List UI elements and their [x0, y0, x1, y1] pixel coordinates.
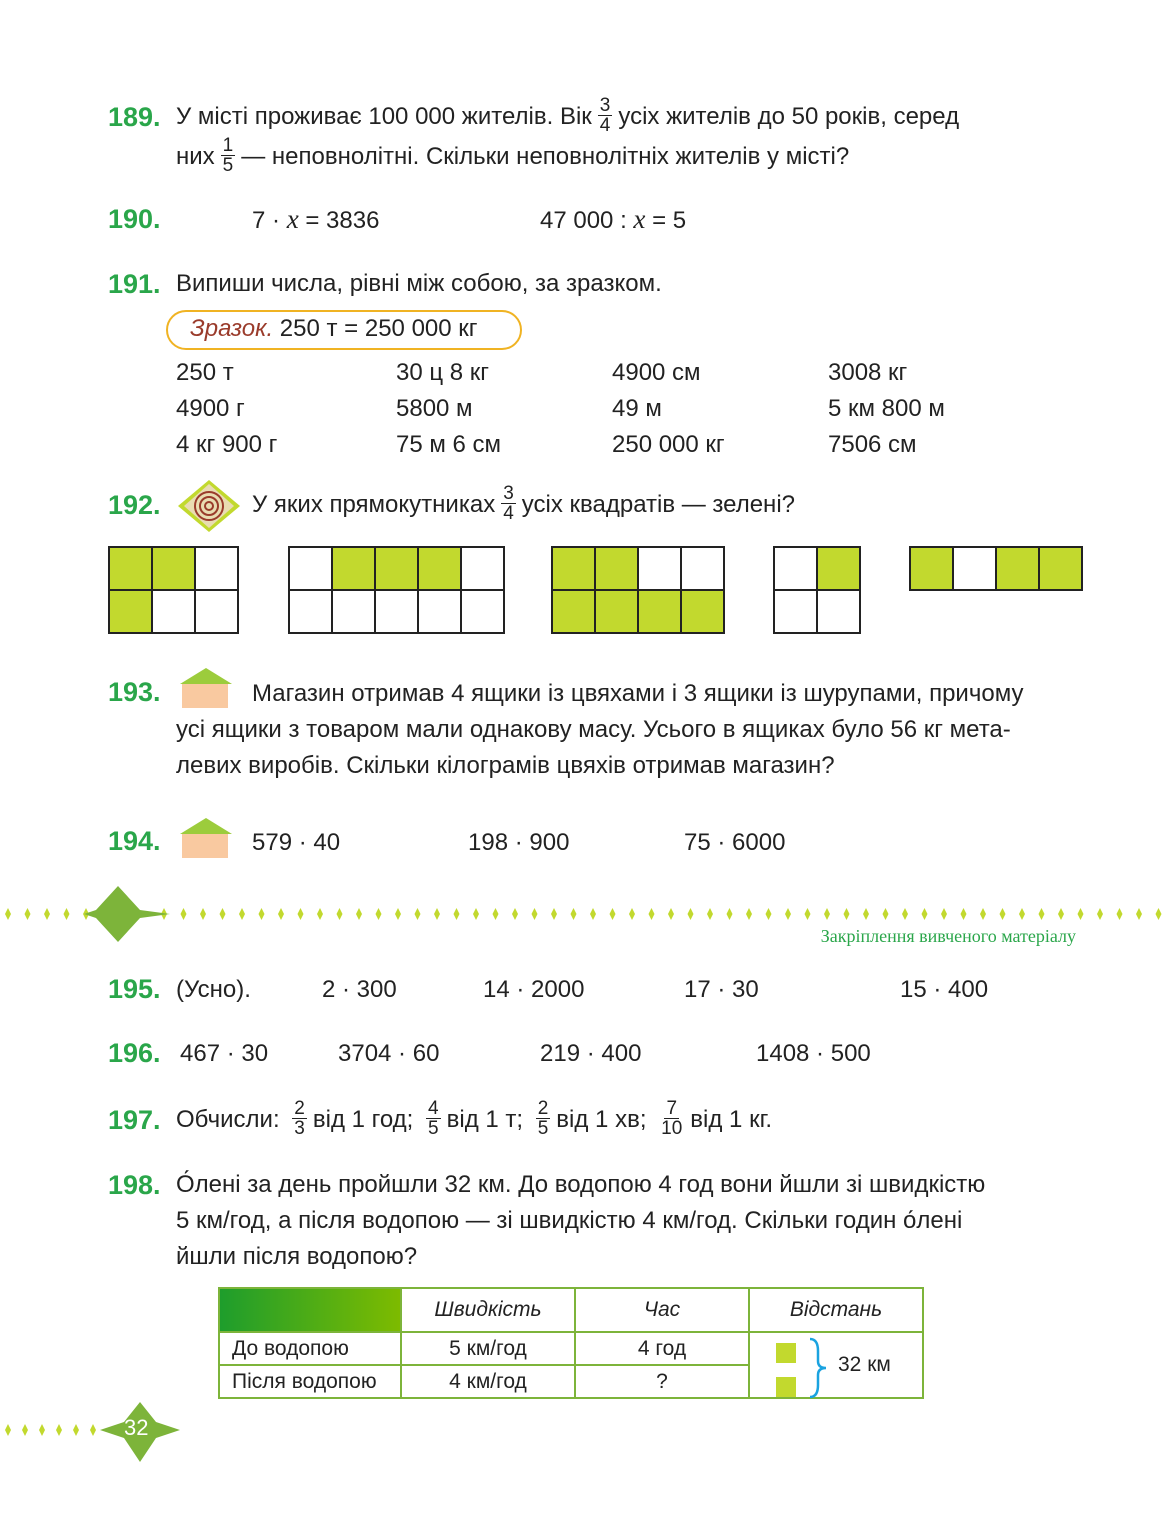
- house-icon: [176, 814, 236, 860]
- header-blank-cell: [219, 1288, 401, 1332]
- grid-square: [816, 546, 861, 591]
- unit-item: 5800 м: [396, 395, 473, 422]
- unknown-square: [776, 1343, 796, 1363]
- grid-square: [460, 589, 505, 634]
- task-191-text: Випиши числа, рівні між собою, за зразком.: [176, 270, 662, 297]
- task-number: 193.: [108, 677, 161, 707]
- unit-item: 75 м 6 см: [396, 431, 502, 458]
- unit-item: 3008 кг: [828, 359, 908, 386]
- grid-square: [680, 546, 725, 591]
- grid-square: [151, 589, 196, 634]
- expression: 14 · 2000: [483, 976, 585, 1003]
- task-number: 192.: [108, 490, 161, 520]
- task-number: 195.: [108, 974, 161, 1004]
- fraction: $\frac{4}{5}$: [428, 1098, 439, 1140]
- task-189-line-1: У місті проживає 100 000 жителів. Вік $\frac{3}{4}$ усіх жителів до 50 років, серед: [176, 95, 960, 137]
- grid-square: [637, 589, 682, 634]
- grid-square: [816, 589, 861, 634]
- unit-item: 250 т: [176, 359, 234, 386]
- task-197-text: Обчисли: $\frac{2}{3}$ від 1 год; $\frac{4}{5}$ від 1 т; $\frac{2}{5}$ від 1 хв; $\frac{7}{10}$ від 1 кг.: [176, 1098, 773, 1140]
- expression: 75 · 6000: [684, 829, 786, 856]
- row-label: До водопою: [219, 1332, 401, 1365]
- unit-item: 5 км 800 м: [828, 395, 945, 422]
- task-number: 198.: [108, 1170, 161, 1200]
- expression: 219 · 400: [540, 1040, 642, 1067]
- header-distance: Відстань: [749, 1288, 923, 1332]
- grid-square: [637, 546, 682, 591]
- grid-square: [594, 589, 639, 634]
- fraction: $\frac{2}{5}$: [537, 1098, 549, 1140]
- task-193-line-2: усі ящики з товаром мали однакову масу. Усього в ящиках було 56 кг мета-: [176, 716, 1011, 743]
- task-198-line-2: 5 км/год, а після водопою — зі швидкістю 4 км/год. Скільки годин о́лені: [176, 1207, 963, 1234]
- house-icon: [176, 664, 236, 710]
- section-title: Закріплення вивченого матеріалу: [820, 926, 1076, 946]
- task-number: 190.: [108, 204, 161, 234]
- expression: 198 · 900: [468, 829, 570, 856]
- grid-square: [995, 546, 1040, 591]
- task-198-line-3: йшли після водопою?: [176, 1243, 418, 1270]
- grid-square: [773, 546, 818, 591]
- grid-square: [551, 546, 596, 591]
- grid-square: [194, 589, 239, 634]
- grid-square: [331, 546, 376, 591]
- task-number: 197.: [108, 1105, 161, 1135]
- grid-square: [417, 546, 462, 591]
- grid-square: [551, 589, 596, 634]
- unit-item: 30 ц 8 кг: [396, 359, 490, 386]
- expression: 3704 · 60: [338, 1040, 440, 1067]
- grid-square: [374, 546, 419, 591]
- grid-square: [151, 546, 196, 591]
- unit-item: 7506 см: [828, 431, 917, 458]
- expression: 2 · 300: [322, 976, 397, 1003]
- grid-square: [288, 589, 333, 634]
- grid-square: [331, 589, 376, 634]
- expression: 1408 · 500: [756, 1040, 871, 1067]
- sample-label: Зразок.: [190, 315, 274, 342]
- task-number: 191.: [108, 269, 161, 299]
- task-192-text: У яких прямокутниках $\frac{3}{4}$ усіх квадратів — зелені?: [252, 483, 795, 525]
- time-cell: 4 год: [575, 1332, 749, 1365]
- expression: 579 · 40: [252, 829, 341, 856]
- grid-square: [108, 589, 153, 634]
- page-number-badge: [0, 1400, 200, 1470]
- fraction: $\frac{1}{5}$: [222, 135, 234, 177]
- fraction: $\frac{3}{4}$: [503, 483, 514, 525]
- speed-cell: 4 км/год: [401, 1365, 575, 1398]
- time-cell: ?: [575, 1365, 749, 1398]
- brace-icon: [806, 1337, 828, 1399]
- total-distance: 32 км: [838, 1353, 891, 1376]
- equation-1: 7 · x = 3836: [252, 204, 380, 234]
- grid-square: [680, 589, 725, 634]
- grid-square: [952, 546, 997, 591]
- speed-cell: 5 км/год: [401, 1332, 575, 1365]
- grid-square: [594, 546, 639, 591]
- task-193-line-1: Магазин отримав 4 ящики із цвяхами і 3 ящики із шурупами, причому: [252, 680, 1024, 707]
- grid-square: [374, 589, 419, 634]
- header-time: Час: [575, 1288, 749, 1332]
- grid-square: [1038, 546, 1083, 591]
- grid-square: [909, 546, 954, 591]
- header-speed: Швидкість: [401, 1288, 575, 1332]
- unit-item: 250 000 кг: [612, 431, 725, 458]
- sample-box: [166, 310, 522, 350]
- task-189-line-2: них $\frac{1}{5}$ — неповнолітні. Скільки неповнолітніх жителів у місті?: [176, 135, 850, 177]
- grid-square: [108, 546, 153, 591]
- oral-label: (Усно).: [176, 976, 251, 1003]
- unit-item: 4900 см: [612, 359, 701, 386]
- expression: 15 · 400: [900, 976, 989, 1003]
- unit-item: 4 кг 900 г: [176, 431, 278, 458]
- fraction: $\frac{7}{10}$: [661, 1098, 683, 1140]
- task-198-line-1: О́лені за день пройшли 32 км. До водопою 4 год вони йшли зі швидкістю: [176, 1171, 986, 1198]
- equation-2: 47 000 : x = 5: [540, 204, 687, 234]
- unit-item: 4900 г: [176, 395, 245, 422]
- task-193-line-3: левих виробів. Скільки кілограмів цвяхів отримав магазин?: [176, 752, 835, 779]
- sample-text: 250 т = 250 000 кг: [273, 315, 478, 342]
- unit-item: 49 м: [612, 395, 662, 422]
- grid-square: [460, 546, 505, 591]
- task-number: 196.: [108, 1038, 161, 1068]
- page-number: 32: [124, 1415, 149, 1440]
- expression: 467 · 30: [180, 1040, 269, 1067]
- task-number: 189.: [108, 102, 161, 132]
- grid-square: [773, 589, 818, 634]
- grid-square: [417, 589, 462, 634]
- expression: 17 · 30: [684, 976, 759, 1003]
- motion-table: [218, 1287, 924, 1399]
- unknown-square: [776, 1377, 796, 1397]
- row-label: Після водопою: [219, 1365, 401, 1398]
- task-number: 194.: [108, 826, 161, 856]
- grid-square: [194, 546, 239, 591]
- fraction: $\frac{3}{4}$: [599, 95, 611, 137]
- fraction: $\frac{2}{3}$: [294, 1098, 305, 1140]
- grid-square: [288, 546, 333, 591]
- logic-diamond-icon: [176, 478, 242, 534]
- distance-cell: [749, 1332, 923, 1398]
